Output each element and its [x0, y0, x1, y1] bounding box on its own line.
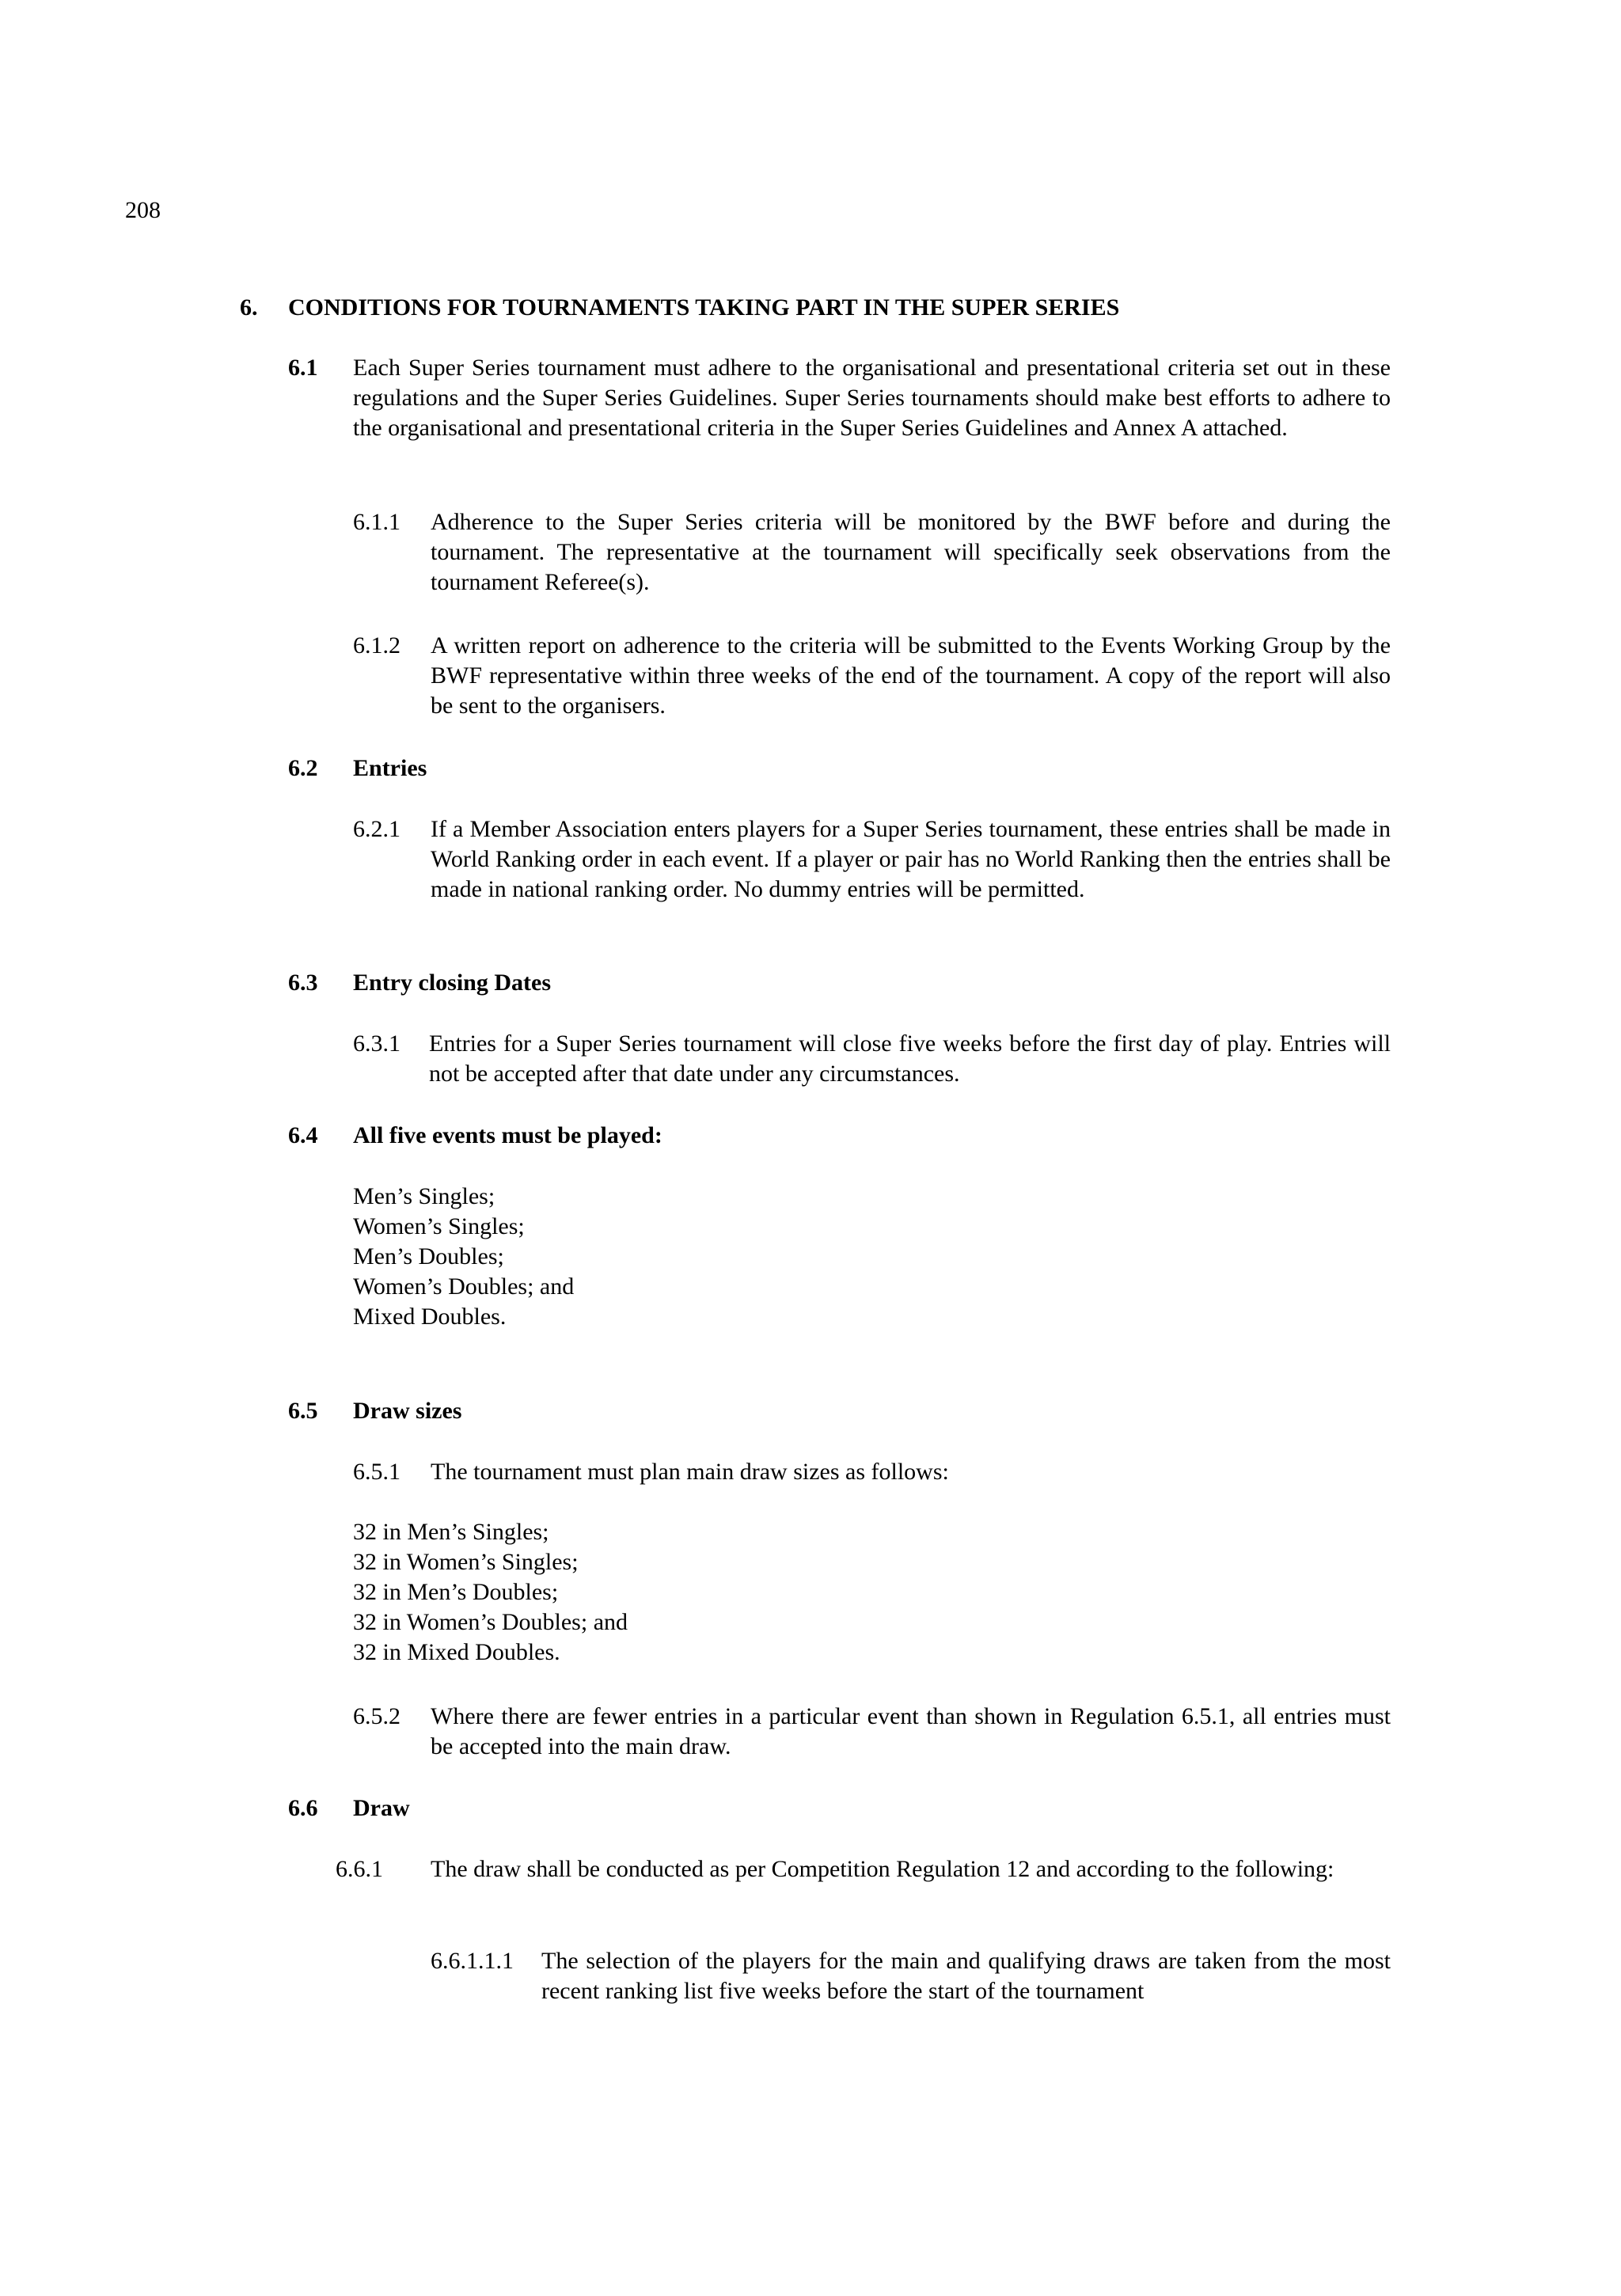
section-number: 6. — [240, 294, 258, 321]
list-item: 32 in Women’s Doubles; and — [353, 1609, 628, 1635]
clause-6-1-1-number: 6.1.1 — [353, 509, 401, 535]
clause-6-3-1-number: 6.3.1 — [353, 1030, 401, 1057]
list-item: Women’s Singles; — [353, 1213, 525, 1239]
clause-6-3-number: 6.3 — [288, 970, 318, 996]
clause-6-2-1-number: 6.2.1 — [353, 816, 401, 842]
clause-6-6-1-1-1-number: 6.6.1.1.1 — [431, 1948, 514, 1974]
clause-6-5-1-number: 6.5.1 — [353, 1459, 401, 1485]
clause-6-6-1-number: 6.6.1 — [336, 1856, 383, 1882]
clause-6-1-1-text: Adherence to the Super Series criteria will be monitored by the BWF before and during the tournament. The representative at the tournament will specifically seek observations from the tournament Referee(s). — [431, 509, 1391, 595]
clause-6-5-2-text: Where there are fewer entries in a particular event than shown in Regulation 6.5.1, all entries must be accepted into the main draw. — [431, 1703, 1391, 1759]
list-item: 32 in Men’s Singles; — [353, 1519, 549, 1545]
clause-6-2-number: 6.2 — [288, 755, 318, 781]
list-item: 32 in Mixed Doubles. — [353, 1639, 560, 1665]
clause-6-6-number: 6.6 — [288, 1795, 318, 1821]
list-item: 32 in Women’s Singles; — [353, 1549, 579, 1575]
page-number: 208 — [125, 197, 161, 223]
clause-6-5-heading: Draw sizes — [353, 1398, 462, 1424]
clause-6-6-heading: Draw — [353, 1795, 410, 1821]
clause-6-1-2-text: A written report on adherence to the criteria will be submitted to the Events Working Group by the BWF representative within three weeks of the end of the tournament. A copy of the report will also be sent to the organisers. — [431, 632, 1391, 719]
list-item: 32 in Men’s Doubles; — [353, 1579, 559, 1605]
clause-6-6-1-text: The draw shall be conducted as per Competition Regulation 12 and according to the following: — [431, 1856, 1334, 1882]
clause-6-3-1-text: Entries for a Super Series tournament will close five weeks before the first day of play. Entries will not be accepted after that date under any circumstances. — [429, 1030, 1391, 1087]
list-item: Men’s Doubles; — [353, 1243, 504, 1269]
clause-6-1-text: Each Super Series tournament must adhere to the organisational and presentational criteria set out in these regulations and the Super Series Guidelines. Super Series tournaments should make best efforts to adhere to the organisational and presentational criteria in the Super Series Guidelines and Annex A attached. — [353, 355, 1391, 441]
list-item: Mixed Doubles. — [353, 1304, 507, 1330]
events-list — [353, 1182, 574, 1332]
clause-6-1-2-number: 6.1.2 — [353, 632, 401, 658]
draw-sizes-list — [353, 1517, 628, 1668]
clause-6-3-heading: Entry closing Dates — [353, 970, 551, 996]
clause-6-2-heading: Entries — [353, 755, 427, 781]
list-item: Women’s Doubles; and — [353, 1273, 575, 1300]
clause-6-5-number: 6.5 — [288, 1398, 318, 1424]
clause-6-2-1-text: If a Member Association enters players for a Super Series tournament, these entries shall be made in World Ranking order in each event. If a player or pair has no World Ranking then the entries shall be made in national ranking order. No dummy entries will be permitted. — [431, 816, 1391, 902]
clause-6-4-heading: All five events must be played: — [353, 1122, 662, 1148]
clause-6-5-2-number: 6.5.2 — [353, 1703, 401, 1729]
clause-6-4-number: 6.4 — [288, 1122, 318, 1148]
clause-6-5-1-text: The tournament must plan main draw sizes as follows: — [431, 1459, 949, 1485]
section-title: CONDITIONS FOR TOURNAMENTS TAKING PART IN THE SUPER SERIES — [288, 294, 1120, 321]
clause-6-6-1-1-1-text: The selection of the players for the main and qualifying draws are taken from the most recent ranking list five weeks before the start of the tournament — [541, 1948, 1391, 2004]
clause-6-1-number: 6.1 — [288, 355, 318, 381]
list-item: Men’s Singles; — [353, 1183, 495, 1209]
